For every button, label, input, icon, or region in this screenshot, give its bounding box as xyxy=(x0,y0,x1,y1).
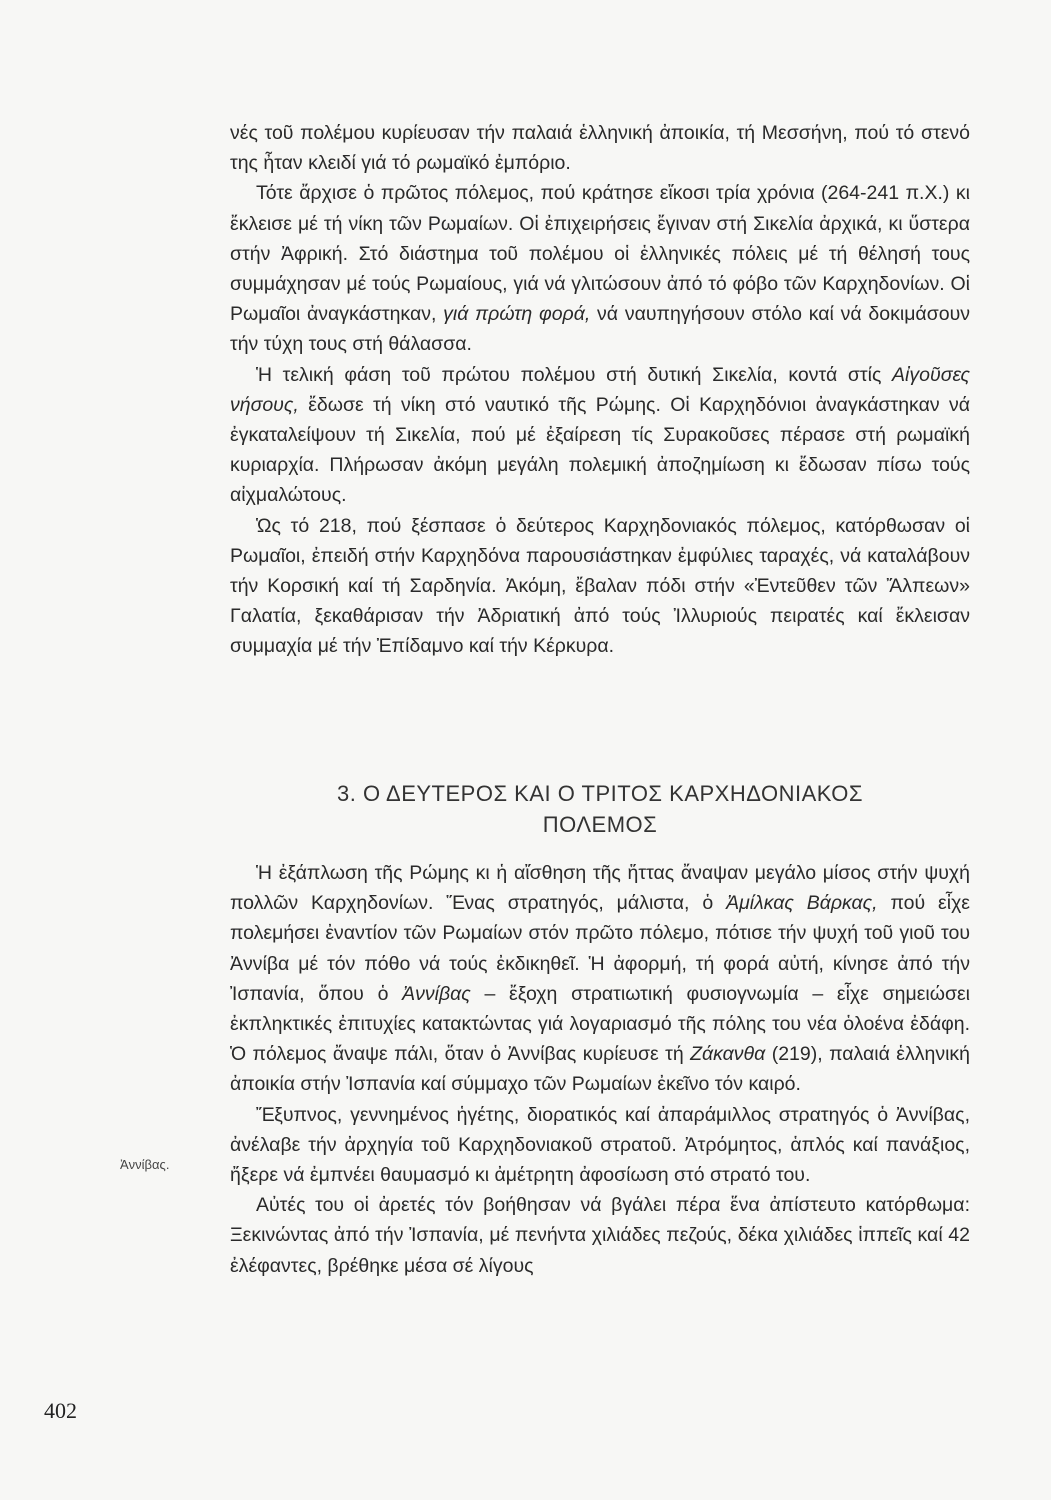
page-number: 402 xyxy=(44,1398,77,1423)
paragraph-first-war: Τότε ἄρχισε ὁ πρῶτος πόλεμος, πού κράτησε εἴκοσι τρία χρόνια (264-241 π.Χ.) κι ἔκλεισε μέ τή νίκη τῶν Ρωμαίων. Οἱ ἐπιχειρήσεις ἔγιναν στή Σικελία ἀρχικά, κι ὕστερα στήν Ἀφρική. Στό διάστημα τοῦ πολέμου οἱ ἑλληνικές πόλεις μέ τή θέλησή τους συμμάχησαν μέ τούς Ρωμαίους, γιά νά γλιτώσουν ἀπό τό φόβο τῶν Καρχηδονίων. Οἱ Ρωμαῖοι ἀναγκάστηκαν, γιά πρώτη φορά, νά ναυπηγήσουν στόλο καί νά δοκιμάσουν τήν τύχη τους στή θάλασσα. xyxy=(230,182,970,356)
section-heading-line1: 3. Ο ΔΕΥΤΕΡΟΣ ΚΑΙ Ο ΤΡΙΤΟΣ ΚΑΡΧΗΔΟΝΙΑΚΟΣ xyxy=(337,781,863,806)
paragraph-continuation: νές τοῦ πολέμου κυρίευσαν τήν παλαιά ἑλληνική ἀποικία, τή Μεσσήνη, πού τό στενό της ἦταν κλειδί γιά τό ρωμαϊκό ἐμπόριο. xyxy=(230,122,970,175)
section-heading-line2: ΠΟΛΕΜΟΣ xyxy=(542,812,658,837)
paragraph-hannibal: Ἔξυπνος, γεννημένος ἡγέτης, διορατικός καί ἀπαράμιλλος στρατηγός ὁ Ἀννίβας, ἀνέλαβε τήν ἀρχηγία τοῦ Καρχηδονιακοῦ στρατοῦ. Ἀτρόμητος, ἁπλός καί πανάξιος, ἤξερε νά ἐμπνέει θαυμασμό κι ἀμέτρητη ἀφοσίωση στό στρατό του. xyxy=(230,1103,970,1187)
paragraph-virtues: Αὐτές του οἱ ἀρετές τόν βοήθησαν νά βγάλει πέρα ἕνα ἀπίστευτο κατόρθωμα: Ξεκινώντας ἀπό τήν Ἰσπανία, μέ πενήντα χιλιάδες πεζούς, δέκα χιλιάδες ἱππεῖς καί 42 ἐλέφαντες, βρέθηκε μέσα σέ λίγους xyxy=(230,1194,970,1277)
margin-note: Ἀννίβας. xyxy=(120,1157,170,1172)
paragraph-expansion: Ἡ ἐξάπλωση τῆς Ρώμης κι ἡ αἴσθηση τῆς ἥττας ἄναψαν μεγάλο μίσος στήν ψυχή πολλῶν Καρχηδονίων. Ἕνας στρατηγός, μάλιστα, ὁ Ἀμίλκας Βάρκας, πού εἶχε πολεμήσει ἐναντίον τῶν Ρωμαίων στόν πρῶτο πόλεμο, πότισε τήν ψυχή τοῦ γιοῦ του Ἀννίβα μέ τόν πόθο νά τούς ἐκδικηθεῖ. Ἡ ἀφορμή, τή φορά αὐτή, κίνησε ἀπό τήν Ἰσπανία, ὅπου ὁ Ἀννίβας – ἔξοχη στρατιωτική φυσιογνωμία – εἶχε σημειώσει ἐκπληκτικές ἐπιτυχίες κατακτώντας γιά λογαριασμό τῆς πόλης του νέα ὁλοένα ἐδάφη. Ὁ πόλεμος ἄναψε πάλι, ὅταν ὁ Ἀννίβας κυρίευσε τή Ζάκανθα (219), παλαιά ἑλληνική ἀποικία στήν Ἰσπανία καί σύμμαχο τῶν Ρωμαίων ἐκεῖνο τόν καιρό. xyxy=(230,862,971,1096)
text-block-lower xyxy=(230,858,970,1281)
paragraph-final-phase: Ἡ τελική φάση τοῦ πρώτου πολέμου στή δυτική Σικελία, κοντά στίς Αἰγοῦσες νήσους, ἔδωσε τή νίκη στό ναυτικό τῆς Ρώμης. Οἱ Καρχηδόνιοι ἀναγκάστηκαν νά ἐγκαταλείψουν τή Σικελία, πού μέ ἐξαίρεση τίς Συρακοῦσες πέρασε στή ρωμαϊκή κυριαρχία. Πλήρωσαν ἀκόμη μεγάλη πολεμική ἀποζημίωση κι ἔδωσαν πίσω τούς αἰχμαλώτους. xyxy=(230,363,970,507)
paragraph-until-218: Ὡς τό 218, πού ξέσπασε ὁ δεύτερος Καρχηδονιακός πόλεμος, κατόρθωσαν οἱ Ρωμαῖοι, ἐπειδή στήν Καρχηδόνα παρουσιάστηκαν ἐμφύλιες ταραχές, νά καταλάβουν τήν Κορσική καί τή Σαρδηνία. Ἀκόμη, ἔβαλαν πόδι στήν «Ἐντεῦθεν τῶν Ἄλπεων» Γαλατία, ξεκαθάρισαν τήν Ἀδριατική ἀπό τούς Ἰλλυριούς πειρατές καί ἔκλεισαν συμμαχία μέ τήν Ἐπίδαμνο καί τήν Κέρκυρα. xyxy=(230,514,970,658)
section-heading xyxy=(230,778,970,840)
text-block-upper xyxy=(230,118,970,662)
